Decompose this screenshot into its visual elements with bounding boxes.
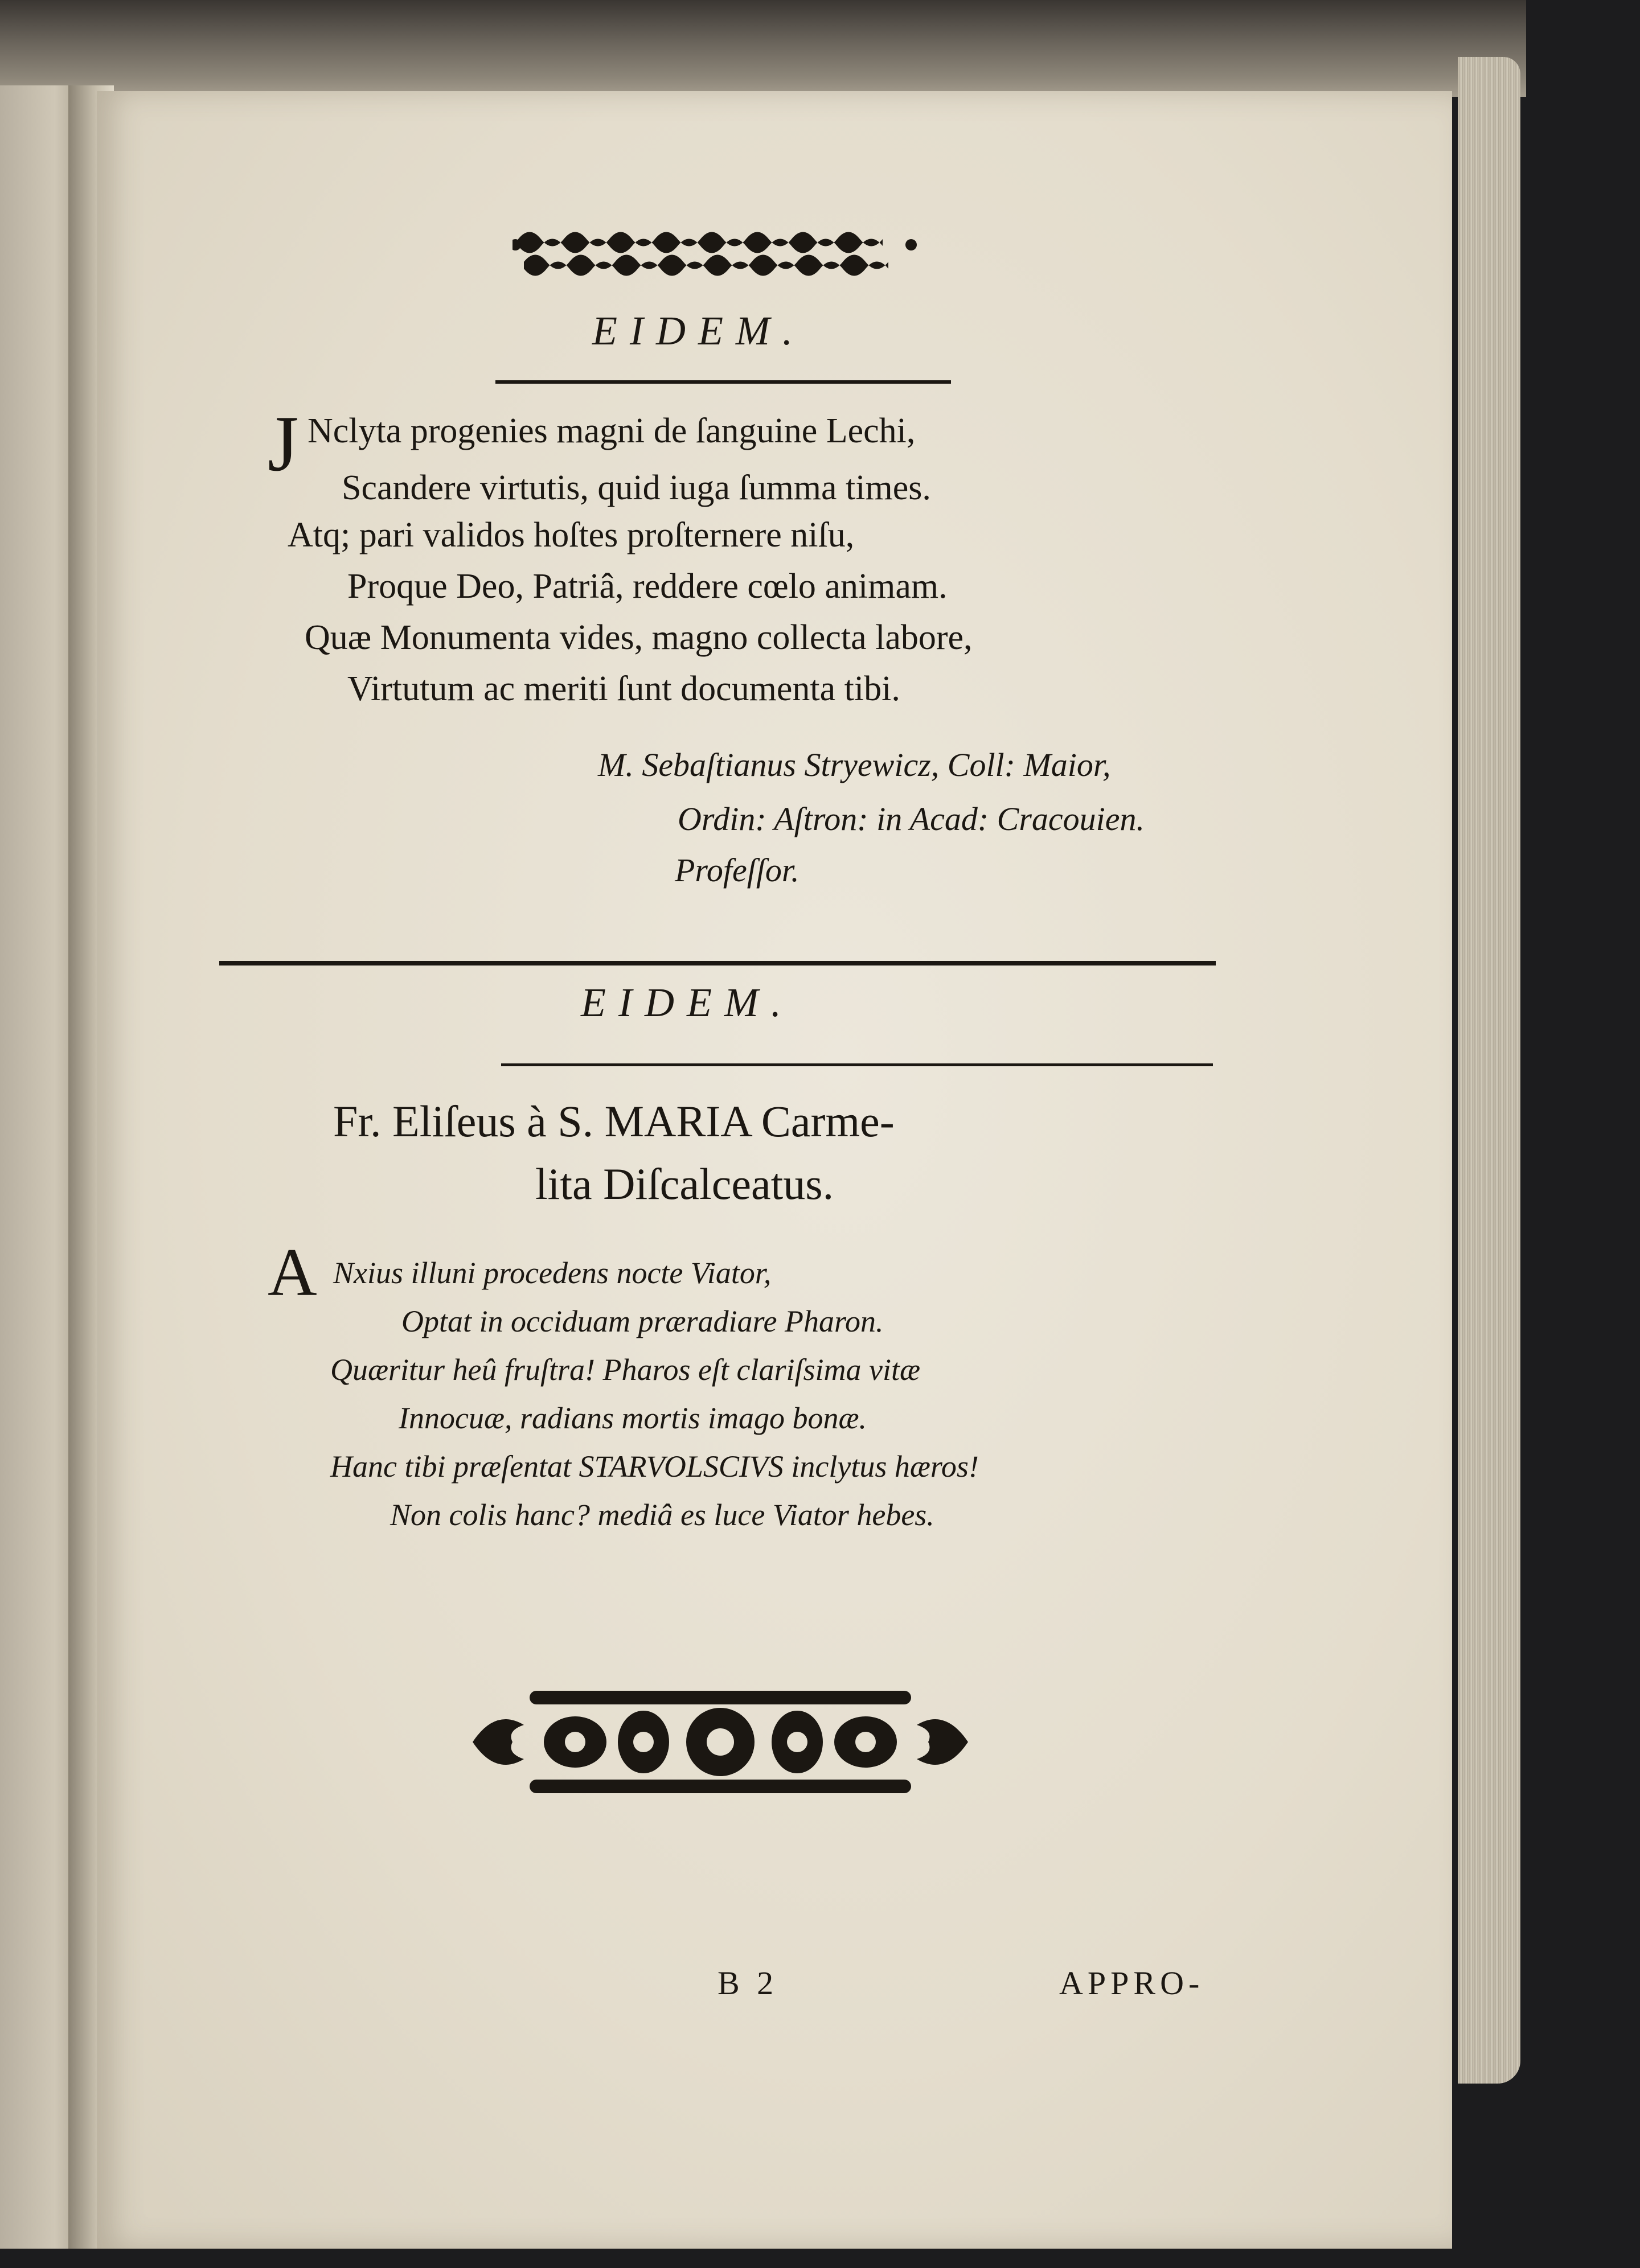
section1-drop-initial: J <box>268 400 299 488</box>
section2-poem-line: Quæritur heû fruſtra! Pharos eſt clariſsima vitæ <box>330 1353 921 1387</box>
section2-drop-initial: A <box>268 1234 317 1310</box>
section1-poem-line: Proque Deo, Patriâ, reddere cœlo animam. <box>347 567 948 606</box>
section2-poem-line: Hanc tibi præſentat STARVOLSCIVS inclytus hæros! <box>330 1449 979 1484</box>
section1-signature-line: M. Sebaſtianus Stryewicz, Coll: Maior, <box>598 746 1111 783</box>
section1-poem-line: Scandere virtutis, quid iuga ſumma times. <box>342 469 931 507</box>
section1-signature-line: Profeſſor. <box>675 852 800 889</box>
section1-heading-rule <box>495 380 951 384</box>
section2-author-line: Fr. Eliſeus à S. MARIA Carme- <box>333 1096 895 1146</box>
book-top-edge <box>0 0 1526 97</box>
section2-author-line: lita Diſcalceatus. <box>535 1159 834 1209</box>
section2-poem-line: Non colis hanc? mediâ es luce Viator hebes. <box>390 1498 934 1532</box>
section2-poem-line: Innocuæ, radians mortis imago bonæ. <box>399 1401 867 1435</box>
section2-poem-line: Optat in occiduam præradiare Pharon. <box>401 1304 884 1338</box>
section-divider-rule <box>219 961 1216 965</box>
section2-heading: EIDEM. <box>581 980 794 1025</box>
section2-heading-rule <box>501 1063 1213 1066</box>
headpiece-ornament <box>512 222 917 279</box>
section2-poem-line: Nxius illuni procedens nocte Viator, <box>333 1256 772 1290</box>
section1-heading: EIDEM. <box>592 308 805 354</box>
section1-poem-line: Nclyta progenies magni de ſanguine Lechi, <box>308 412 916 450</box>
catchword: APPRO- <box>1059 1965 1204 2002</box>
tailpiece-ornament <box>473 1679 968 1805</box>
book-fore-edge <box>1458 57 1520 2084</box>
section1-poem-line: Quæ Monumenta vides, magno collecta labore, <box>305 618 973 657</box>
section1-poem-line: Virtutum ac meriti ſunt documenta tibi. <box>347 669 900 708</box>
section1-signature-line: Ordin: Aſtron: in Acad: Cracouien. <box>678 800 1145 837</box>
section1-poem-line: Atq; pari validos hoſtes proſternere niſu, <box>288 516 855 554</box>
signature-mark: B 2 <box>718 1965 778 2002</box>
